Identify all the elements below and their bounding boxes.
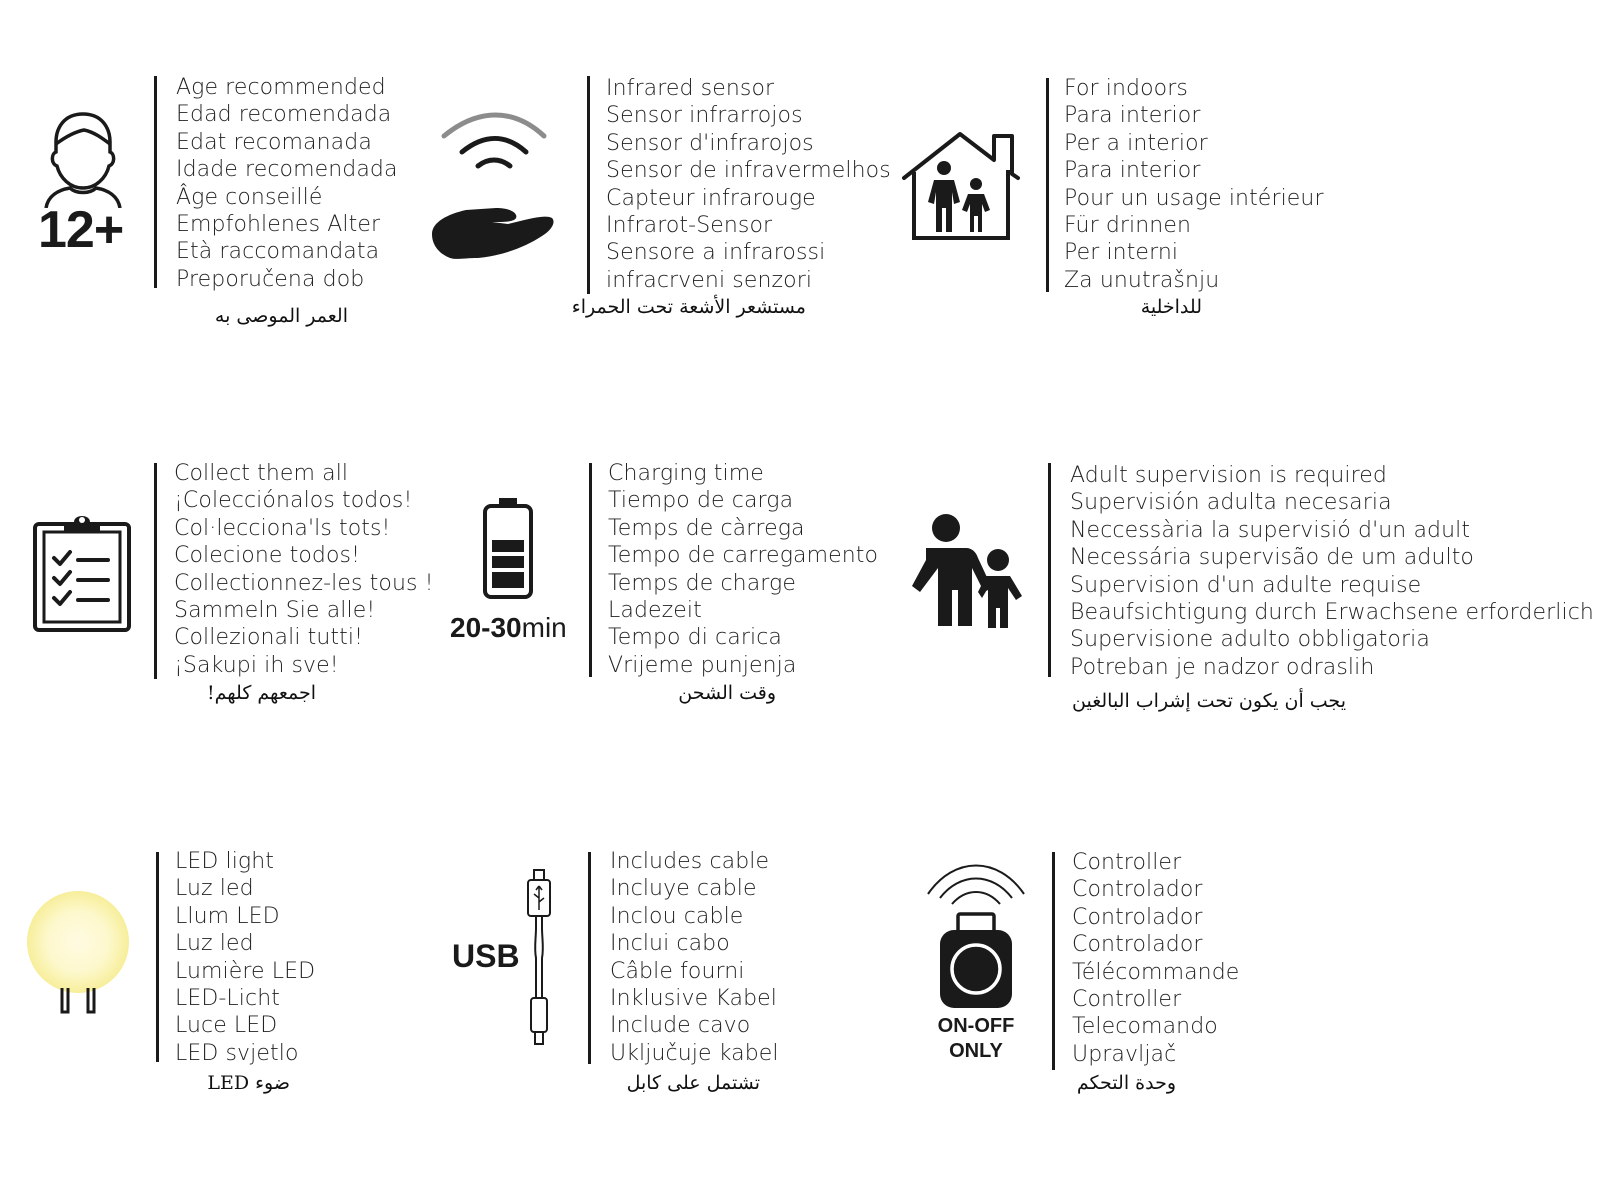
text-line: Temps de càrrega [608,515,805,541]
charging-time-unit: min [521,612,567,643]
text-line: Uključuje kabel [610,1040,779,1066]
text-line: Sensor infrarrojos [606,103,803,129]
text-line: infracrveni senzori [606,267,813,293]
text-line: Sensore a infrarossi [606,240,826,266]
text-line: Llum LED [175,903,280,929]
arabic-text: وحدة التحكم [1076,1072,1176,1094]
text-line: Supervision d'un adulte requise [1070,572,1422,598]
text-line: Controlador [1072,932,1203,958]
battery-icon [482,496,534,600]
arabic-text: للداخلية [1140,296,1202,318]
text-line: Âge conseillé [176,184,323,210]
remote-controller-icon [924,858,1028,1010]
text-line: Inclou cable [610,903,744,929]
arabic-text: ضوء LED [207,1072,290,1094]
divider [154,463,157,679]
supervision-text-list [1070,462,1594,681]
divider [154,76,157,288]
text-line: Za unutrašnju [1064,267,1220,293]
text-line: Includes cable [610,849,770,874]
infrared-text-list [606,75,891,294]
text-line: Per a interior [1064,130,1208,156]
text-line: Inclui cabo [610,931,730,957]
text-line: LED-Licht [175,985,280,1011]
charging-time-label [450,612,567,644]
text-line: Sensor de infravermelhos [606,158,891,184]
text-line: Tempo di carica [608,625,782,651]
text-line: Include cavo [610,1013,751,1039]
text-line: Inklusive Kabel [610,985,777,1011]
text-line: Incluye cable [610,876,757,902]
arabic-text: يجب أن يكون تحت إشراب البالغين [1072,690,1346,712]
arabic-text: العمر الموصى به [214,305,348,327]
text-line: Luz led [175,876,254,902]
text-line: Collect them all [174,461,349,486]
text-line: Pour un usage intérieur [1064,185,1324,211]
text-line: Charging time [608,461,764,486]
child-head-icon [40,108,126,208]
text-line: Supervisione adulto obbligatoria [1070,627,1430,653]
text-line: Edat recomanada [176,129,372,155]
text-line: Upravljač [1072,1041,1177,1067]
text-line: Età raccomandata [176,239,380,265]
arabic-text: اجمعهم كلهم! [207,682,316,704]
text-line: Tempo de carregamento [608,543,879,569]
divider [589,463,592,677]
text-line: ¡Sakupi ih sve! [174,652,339,678]
age-badge: 12+ [38,201,124,259]
text-line: Infrarot-Sensor [606,212,773,238]
text-line: Empfohlenes Alter [176,211,381,237]
text-line: Beaufsichtigung durch Erwachsene erforderlich [1070,599,1594,625]
charging-text-list [608,460,878,679]
text-line: Luce LED [175,1013,278,1039]
divider [1046,78,1049,292]
arabic-text: تشتمل على كابل [626,1072,760,1094]
divider [1048,463,1051,677]
text-line: Para interior [1064,103,1201,129]
text-line: Ladezeit [608,597,702,623]
text-line: Luz led [175,931,254,957]
usb-label: USB [452,938,520,974]
age-text-list [176,74,398,293]
controller-text-list [1072,849,1239,1068]
text-line: Neccessària la supervisió d'un adult [1070,517,1471,543]
text-line: Preporučena dob [176,266,365,292]
text-line: Tiempo de carga [608,488,794,514]
text-line: Collezionali tutti! [174,625,363,651]
led-text-list [175,848,315,1067]
text-line: Supervisión adulta necesaria [1070,490,1392,516]
text-line: Télécommande [1072,959,1240,985]
text-line: Necessária supervisão de um adulto [1070,545,1474,571]
text-line: Lumière LED [175,958,316,984]
collect-text-list [174,460,434,679]
cable-text-list [610,848,779,1067]
adult-child-icon [908,512,1026,630]
text-line: Para interior [1064,158,1201,184]
arabic-text: وقت الشحن [678,682,776,704]
text-line: For indoors [1064,76,1188,101]
divider [588,852,591,1064]
text-line: Sensor d'infrarojos [606,130,814,156]
divider [156,852,159,1062]
text-line: Controlador [1072,904,1203,930]
text-line: Infrared sensor [606,76,775,101]
text-line: Vrijeme punjenja [608,652,797,678]
text-line: Idade recomendada [176,157,398,183]
text-line: Age recommended [176,75,386,100]
text-line: Adult supervision is required [1070,463,1388,488]
text-line: Câble fourni [610,958,745,984]
led-bulb-icon [22,888,134,1018]
text-line: Per interni [1064,240,1179,266]
usb-cable-icon [522,868,556,1050]
text-line: Edad recomendada [176,102,392,128]
text-line: Capteur infrarouge [606,185,816,211]
divider [587,76,590,294]
text-line: Sammeln Sie alle! [174,597,376,623]
charging-time-value: 20-30 [450,612,522,643]
text-line: Col·lecciona'ls tots! [174,515,391,541]
on-off-line: ON-OFF [937,1015,1015,1037]
hand-wave-sensor-icon [428,108,560,264]
text-line: Telecomando [1072,1014,1218,1040]
text-line: Controller [1072,850,1182,875]
house-family-icon [900,128,1022,242]
only-line: ONLY [949,1040,1003,1062]
indoors-text-list [1064,75,1324,294]
text-line: Controlador [1072,877,1203,903]
text-line: Colecione todos! [174,543,361,569]
text-line: Collectionnez-les tous ! [174,570,434,596]
divider [1052,852,1055,1070]
text-line: Controller [1072,986,1182,1012]
text-line: Temps de charge [608,570,796,596]
text-line: Potreban je nadzor odraslih [1070,654,1375,680]
text-line: Für drinnen [1064,212,1192,238]
arabic-text: مستشعر الأشعة تحت الحمراء [571,296,806,318]
text-line: LED light [175,849,274,874]
text-line: LED svjetlo [175,1040,299,1066]
on-off-badge [930,1014,1022,1064]
clipboard-checklist-icon [32,510,132,634]
text-line: ¡Colecciónalos todos! [174,488,413,514]
